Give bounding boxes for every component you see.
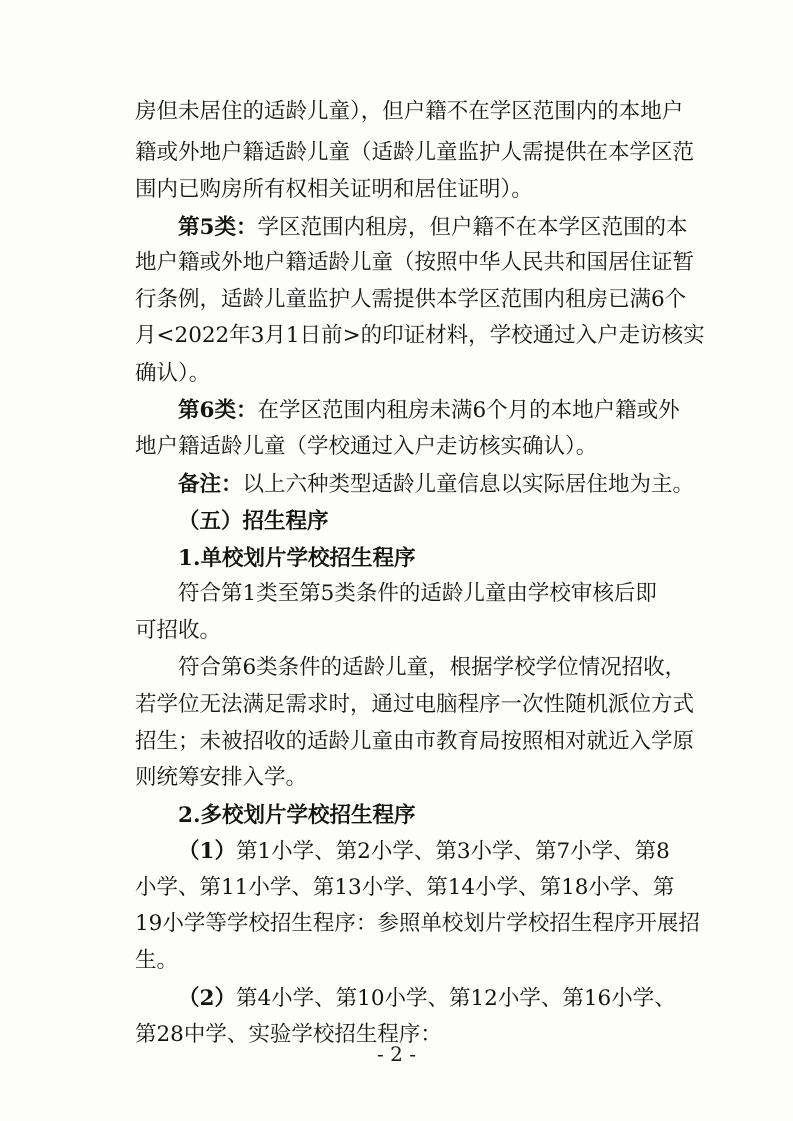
text-line [135,731,694,753]
text-line [135,289,686,311]
text-segment: 第28中学、实验学校招生程序： [135,1022,442,1047]
text-line [135,913,700,935]
text-segment: 符合第1类至第5类条件的适龄儿童由学校审核后即 [178,581,657,606]
text-line [178,400,680,422]
text-line [178,841,670,863]
text-segment: 第1小学、第2小学、第3小学、第7小学、第8 [235,839,670,864]
text-segment: 行条例，适龄儿童监护人需提供本学区范围内租房已满6个 [135,287,687,312]
text-segment: 则统筹安排入学。 [135,765,308,790]
text-line [178,988,676,1010]
text-segment: 小学、第11小学、第13小学、第14小学、第18小学、第 [135,875,675,900]
text-segment: 以上六种类型适龄儿童信息以实际居住地为主。 [242,472,695,497]
bold-text-segment: 第5类： [178,215,258,240]
text-line [135,179,533,201]
text-line [135,436,597,458]
bold-text-segment: 2.多校划片学校招生程序 [178,803,416,828]
text-segment: 第4小学、第10小学、第12小学、第16小学、 [235,986,676,1011]
bold-text-segment: 第6类： [178,398,258,423]
text-line [135,694,694,716]
text-segment: 围内已购房所有权相关证明和居住证明）。 [135,177,533,202]
text-line [178,548,415,570]
text-line [135,325,705,347]
text-line [178,217,687,239]
text-line [135,142,694,164]
text-line [135,767,307,789]
text-line [135,252,694,274]
text-segment: 在学区范围内租房未满6个月的本地户籍或外 [257,398,680,423]
text-line [178,805,415,827]
bold-text-segment: 备注： [178,472,243,497]
text-segment: 地户籍适龄儿童（学校通过入户走访核实确认）。 [135,434,598,459]
bold-text-segment: 1.单校划片学校招生程序 [178,546,416,571]
page-number: - 2 - [377,1042,416,1066]
text-line [135,101,683,123]
text-line [178,511,329,533]
text-line [178,657,686,679]
bold-text-segment: （2） [178,986,236,1011]
text-line [135,363,210,385]
text-segment: 地户籍或外地户籍适龄儿童（按照中华人民共和国居住证暂 [135,250,695,275]
text-segment: 若学位无法满足需求时，通过电脑程序一次性随机派位方式 [135,692,695,717]
text-segment: 19小学等学校招生程序：参照单校划片学校招生程序开展招 [135,911,700,936]
text-segment: 确认）。 [135,361,211,386]
text-segment: 招生；未被招收的适龄儿童由市教育局按照相对就近入学原 [135,729,695,754]
text-segment: 籍或外地户籍适龄儿童（适龄儿童监护人需提供在本学区范 [135,140,695,165]
text-segment: 可招收。 [135,618,222,643]
text-line [135,950,178,972]
text-line [135,877,674,899]
text-line [178,474,694,496]
text-segment: 月<2022年3月1日前>的印证材料，学校通过入户走访核实 [135,323,705,348]
text-segment: 房但未居住的适龄儿童），但户籍不在学区范围内的本地户 [135,99,684,124]
text-line [135,620,221,642]
bold-text-segment: （五）招生程序 [178,509,329,534]
text-segment: 学区范围内租房，但户籍不在本学区范围的本 [257,215,688,240]
bold-text-segment: （1） [178,839,236,864]
text-segment: 生。 [135,948,179,973]
text-segment: 符合第6类条件的适龄儿童，根据学校学位情况招收， [178,655,687,680]
text-line [178,583,657,605]
